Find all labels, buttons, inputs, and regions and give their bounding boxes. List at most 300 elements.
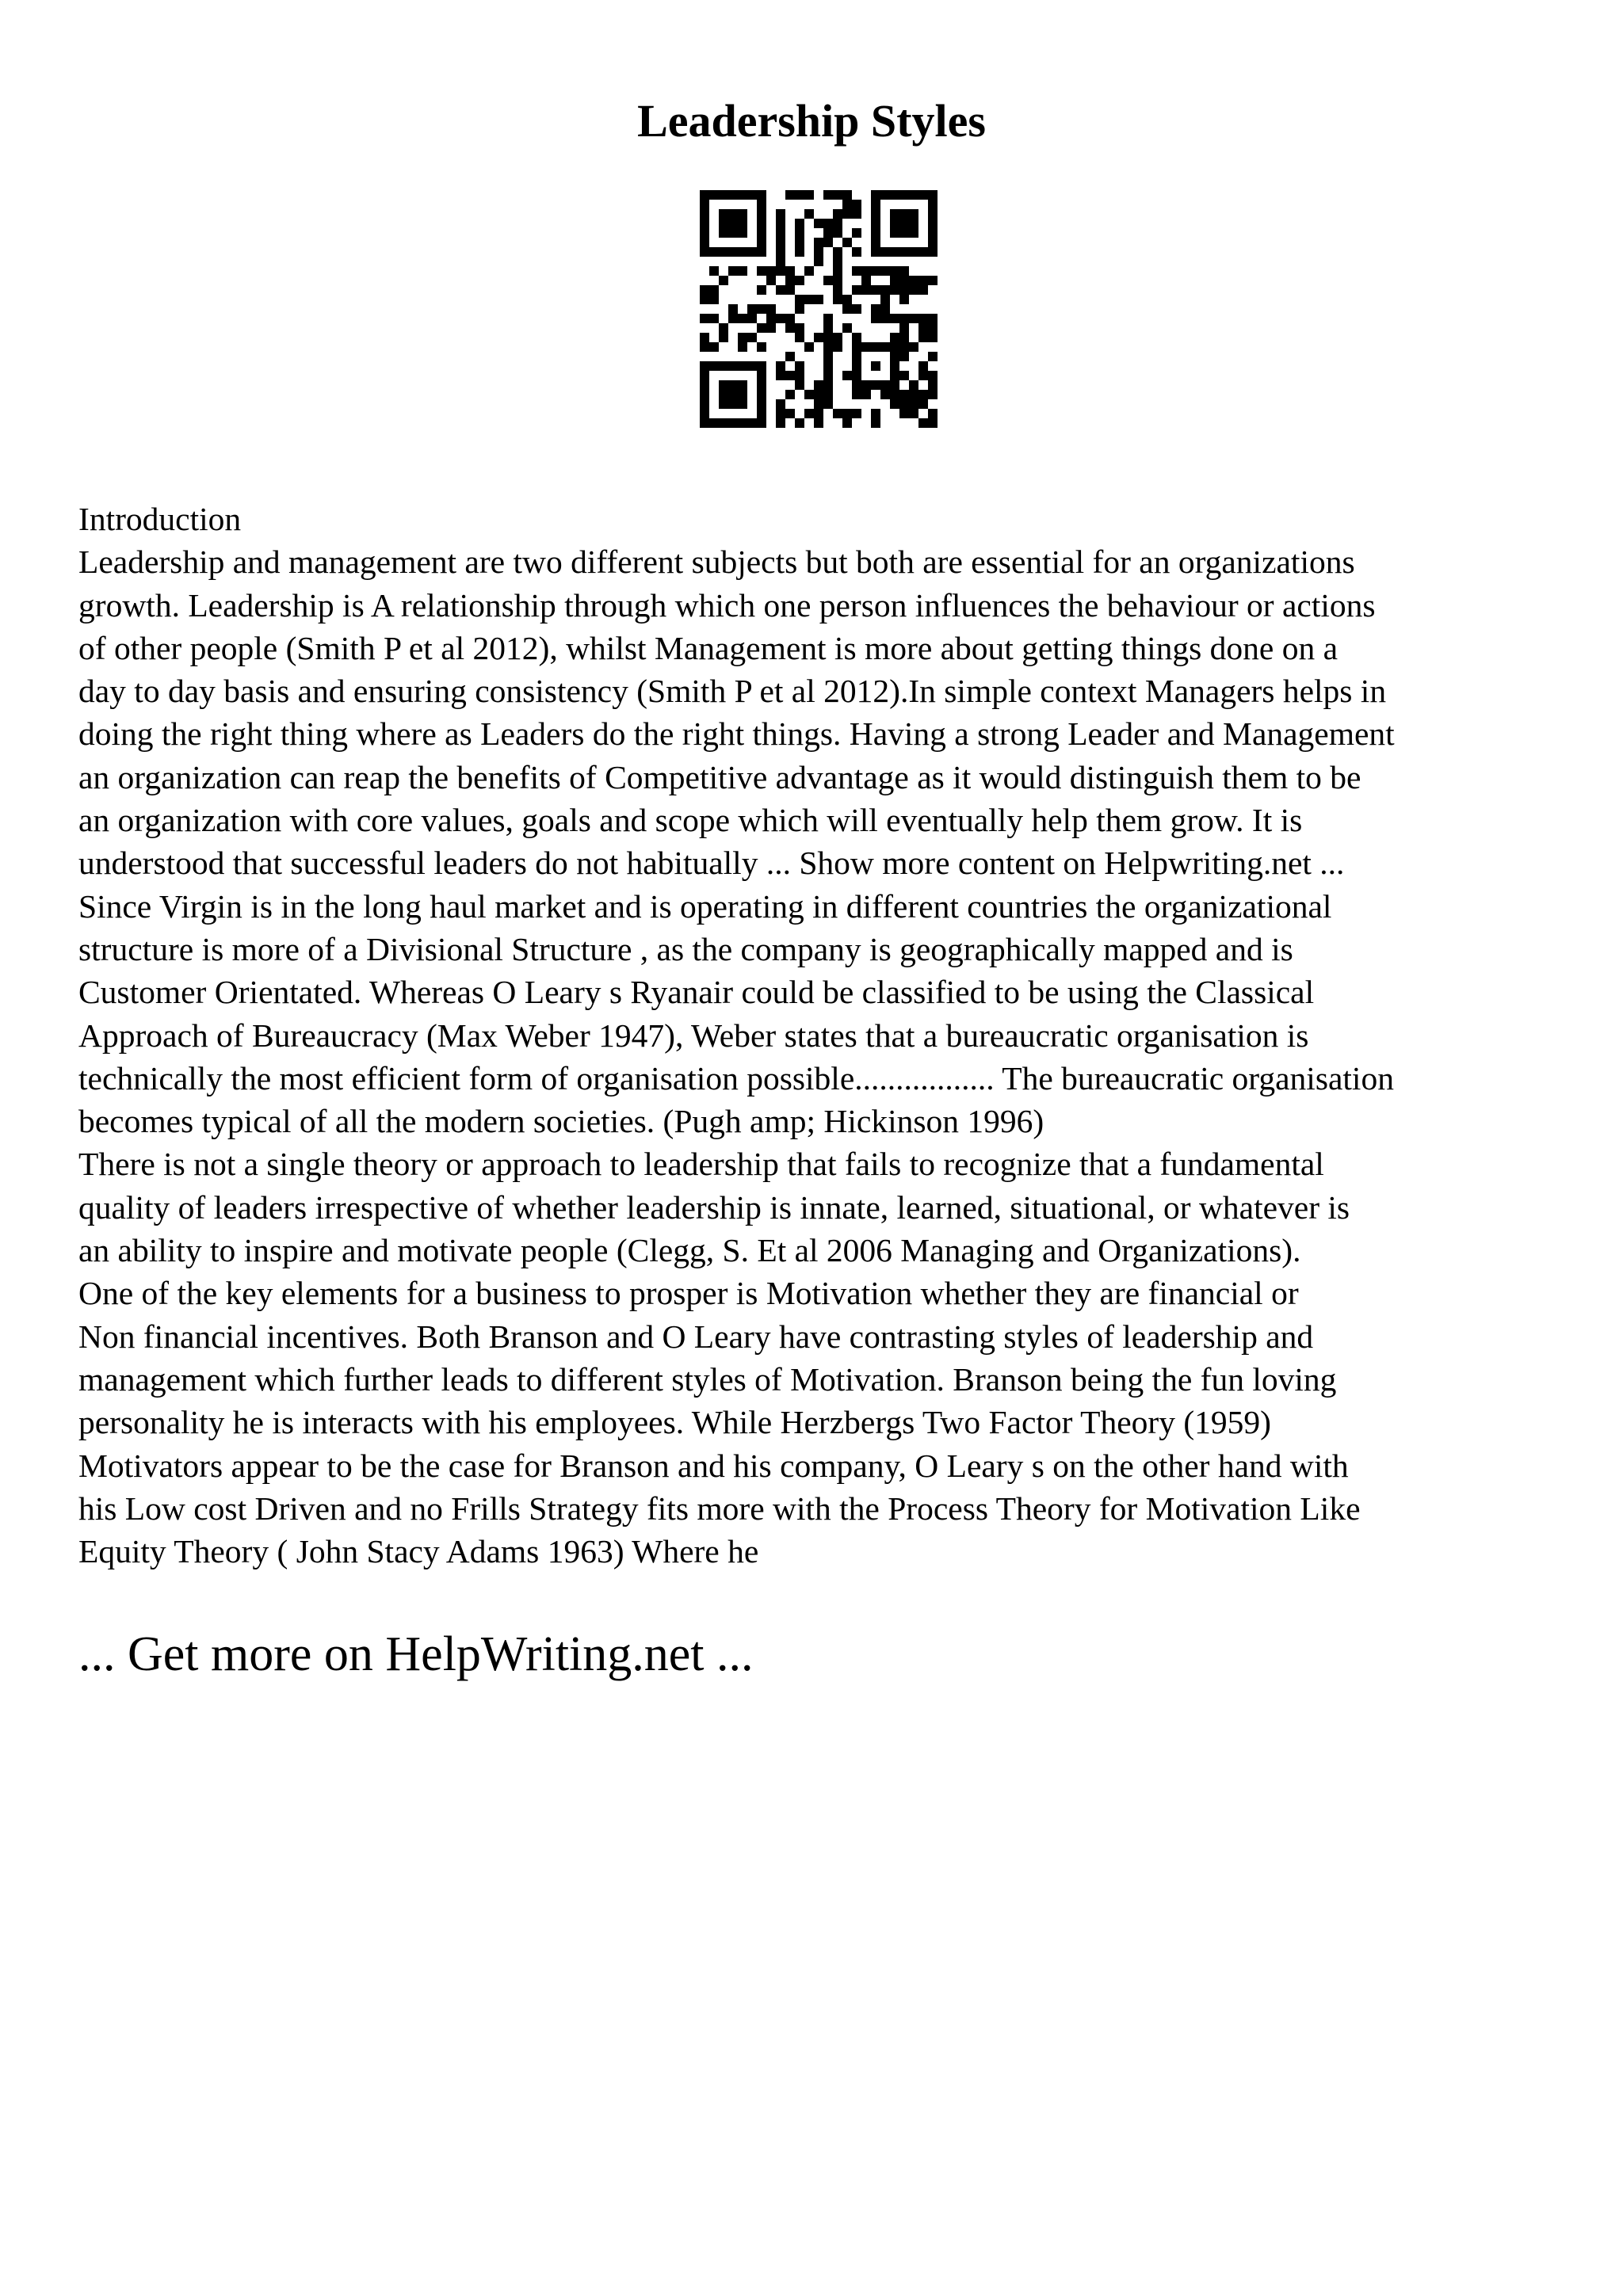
qr-module: [899, 352, 909, 361]
qr-module: [700, 190, 709, 200]
qr-module: [795, 190, 804, 200]
qr-module: [871, 200, 880, 209]
qr-module: [776, 219, 785, 228]
qr-module: [757, 371, 766, 380]
qr-module: [814, 247, 823, 257]
qr-module: [890, 371, 899, 380]
qr-module: [719, 380, 728, 390]
qr-module: [890, 399, 899, 409]
qr-module: [842, 304, 852, 314]
qr-module: [852, 371, 861, 380]
qr-module: [871, 342, 880, 352]
qr-module: [814, 257, 823, 266]
qr-module: [709, 285, 719, 295]
qr-module: [757, 209, 766, 219]
qr-module: [757, 228, 766, 238]
qr-module: [928, 409, 938, 418]
qr-module: [899, 190, 909, 200]
qr-module: [899, 323, 909, 333]
qr-module: [795, 418, 804, 428]
qr-module: [871, 314, 880, 323]
qr-module: [776, 209, 785, 219]
text-line: One of the key elements for a business to prosper is Motivation whether they are financial or: [78, 1275, 1299, 1312]
qr-module: [909, 399, 918, 409]
qr-module: [899, 371, 909, 380]
text-line: Approach of Bureaucracy (Max Weber 1947), Weber states that a bureaucratic organisation is: [78, 1016, 1309, 1054]
qr-module: [909, 342, 918, 352]
qr-module: [719, 228, 728, 238]
qr-module: [899, 209, 909, 219]
qr-module: [757, 304, 766, 314]
qr-module: [909, 209, 918, 219]
qr-module: [871, 361, 880, 371]
qr-module: [880, 390, 890, 399]
qr-module: [861, 276, 871, 285]
qr-module: [890, 219, 899, 228]
text-line: an organization can reap the benefits of Competitive advantage as it would distinguish them to be: [78, 758, 1361, 795]
qr-module: [795, 228, 804, 238]
qr-module: [738, 361, 747, 371]
qr-module: [728, 314, 738, 323]
qr-module: [928, 209, 938, 219]
qr-module: [804, 409, 814, 418]
qr-module: [785, 352, 795, 361]
qr-module: [728, 390, 738, 399]
qr-module: [871, 266, 880, 276]
qr-module: [700, 200, 709, 209]
qr-module: [757, 390, 766, 399]
qr-module: [928, 228, 938, 238]
qr-module: [785, 323, 795, 333]
qr-module: [928, 200, 938, 209]
text-line: doing the right thing where as Leaders do the right things. Having a strong Leader and Management: [78, 715, 1395, 753]
qr-module: [728, 228, 738, 238]
qr-module: [899, 219, 909, 228]
qr-module: [842, 418, 852, 428]
qr-module: [804, 209, 814, 219]
qr-module: [785, 390, 795, 399]
qr-module: [757, 361, 766, 371]
qr-module: [823, 219, 833, 228]
qr-module: [757, 342, 766, 352]
qr-module: [738, 228, 747, 238]
qr-module: [899, 333, 909, 342]
qr-module: [899, 342, 909, 352]
qr-module: [814, 390, 823, 399]
qr-module: [823, 371, 833, 380]
qr-module: [795, 238, 804, 247]
qr-module: [757, 399, 766, 409]
qr-module: [785, 285, 795, 295]
qr-module: [728, 361, 738, 371]
qr-module: [700, 390, 709, 399]
qr-module: [785, 276, 795, 285]
qr-module: [823, 352, 833, 361]
qr-module: [833, 219, 842, 228]
qr-module: [871, 409, 880, 418]
qr-module: [814, 333, 823, 342]
qr-module: [700, 219, 709, 228]
qr-module: [909, 228, 918, 238]
qr-module: [823, 228, 833, 238]
qr-module: [795, 304, 804, 314]
qr-module: [852, 333, 861, 342]
qr-module: [861, 390, 871, 399]
qr-module: [909, 380, 918, 390]
qr-module: [909, 219, 918, 228]
qr-module: [776, 361, 785, 371]
qr-module: [928, 371, 938, 380]
qr-module: [795, 295, 804, 304]
qr-module: [776, 409, 785, 418]
qr-module: [823, 333, 833, 342]
qr-module: [890, 380, 899, 390]
qr-module: [814, 418, 823, 428]
qr-module: [776, 257, 785, 266]
qr-module: [928, 276, 938, 285]
qr-module: [890, 333, 899, 342]
qr-module: [776, 418, 785, 428]
qr-module: [795, 371, 804, 380]
qr-code-graphic: [700, 190, 938, 428]
qr-module: [795, 219, 804, 228]
qr-module: [842, 323, 852, 333]
text-line: day to day basis and ensuring consistency (Smith P et al 2012).In simple context Managers helps in: [78, 673, 1387, 710]
qr-module: [890, 228, 899, 238]
qr-module: [728, 380, 738, 390]
qr-module: [700, 285, 709, 295]
qr-module: [880, 380, 890, 390]
qr-module: [871, 380, 880, 390]
qr-module: [833, 285, 842, 295]
qr-module: [909, 247, 918, 257]
qr-module: [871, 190, 880, 200]
qr-module: [890, 247, 899, 257]
qr-module: [766, 323, 776, 333]
qr-module: [795, 247, 804, 257]
qr-module: [890, 190, 899, 200]
qr-module: [719, 219, 728, 228]
qr-module: [709, 342, 719, 352]
qr-module: [918, 276, 928, 285]
qr-module: [747, 190, 757, 200]
qr-module: [757, 200, 766, 209]
text-line: There is not a single theory or approach to leadership that fails to recognize that a fundamental: [78, 1146, 1324, 1183]
qr-module: [747, 333, 757, 342]
text-line: an organization with core values, goals and scope which will eventually help them grow. It is: [78, 802, 1303, 839]
qr-module: [757, 323, 766, 333]
qr-module: [814, 380, 823, 390]
qr-module: [871, 304, 880, 314]
qr-module: [852, 342, 861, 352]
qr-module: [719, 209, 728, 219]
qr-module: [890, 390, 899, 399]
qr-module: [700, 238, 709, 247]
qr-module: [899, 228, 909, 238]
qr-module: [842, 190, 852, 200]
text-line: personality he is interacts with his employees. While Herzbergs Two Factor Theory (1959): [78, 1404, 1271, 1441]
qr-module: [928, 323, 938, 333]
qr-module: [890, 276, 899, 285]
qr-module: [709, 295, 719, 304]
qr-module: [700, 333, 709, 342]
qr-module: [833, 342, 842, 352]
qr-module: [700, 371, 709, 380]
qr-module: [890, 266, 899, 276]
qr-module: [728, 219, 738, 228]
qr-module: [728, 190, 738, 200]
qr-module: [766, 314, 776, 323]
qr-module: [842, 295, 852, 304]
qr-module: [899, 266, 909, 276]
qr-module: [728, 418, 738, 428]
text-line: Customer Orientated. Whereas O Leary s Ryanair could be classified to be using the Classical: [78, 974, 1315, 1011]
qr-module: [852, 200, 861, 209]
qr-module: [833, 333, 842, 342]
qr-module: [823, 238, 833, 247]
qr-module: [861, 285, 871, 295]
qr-module: [795, 361, 804, 371]
qr-module: [776, 285, 785, 295]
qr-module: [899, 295, 909, 304]
qr-module: [776, 371, 785, 380]
qr-module: [785, 190, 795, 200]
qr-module: [928, 418, 938, 428]
body-text: [78, 498, 1576, 1573]
qr-module: [852, 247, 861, 257]
qr-module: [719, 399, 728, 409]
text-line: technically the most efficient form of organisation possible................. The bureaucratic organisation: [78, 1059, 1394, 1097]
text-line: structure is more of a Divisional Structure , as the company is geographically mapped and is: [78, 930, 1293, 967]
qr-module: [785, 371, 795, 380]
text-line: Introduction: [78, 501, 242, 537]
qr-module: [700, 409, 709, 418]
qr-module: [918, 247, 928, 257]
qr-module: [823, 190, 833, 200]
qr-module: [823, 314, 833, 323]
qr-module: [928, 247, 938, 257]
qr-module: [785, 266, 795, 276]
qr-module: [833, 295, 842, 304]
qr-module: [890, 285, 899, 295]
qr-module: [918, 323, 928, 333]
text-line: understood that successful leaders do not habitually ... Show more content on Helpwriting.net ...: [78, 845, 1345, 882]
qr-module: [795, 276, 804, 285]
qr-module: [738, 342, 747, 352]
qr-module: [738, 418, 747, 428]
qr-module: [852, 304, 861, 314]
qr-module: [700, 361, 709, 371]
qr-module: [823, 390, 833, 399]
qr-module: [795, 380, 804, 390]
qr-module: [852, 209, 861, 219]
qr-module: [899, 314, 909, 323]
qr-module: [738, 209, 747, 219]
qr-module: [928, 314, 938, 323]
qr-module: [861, 266, 871, 276]
qr-module: [871, 219, 880, 228]
qr-module: [899, 399, 909, 409]
qr-module: [709, 266, 719, 276]
qr-module: [899, 276, 909, 285]
qr-module: [700, 342, 709, 352]
text-line: growth. Leadership is A relationship through which one person influences the behaviour or actions: [78, 586, 1376, 624]
qr-module: [738, 219, 747, 228]
qr-module: [880, 285, 890, 295]
qr-module: [700, 228, 709, 238]
qr-module: [909, 314, 918, 323]
qr-module: [909, 190, 918, 200]
qr-module: [804, 190, 814, 200]
qr-module: [890, 342, 899, 352]
qr-code-icon: [700, 190, 938, 428]
qr-module: [871, 228, 880, 238]
qr-module: [747, 361, 757, 371]
qr-module: [890, 352, 899, 361]
qr-module: [880, 314, 890, 323]
qr-module: [909, 276, 918, 285]
text-line: Leadership and management are two different subjects but both are essential for an organizations: [78, 543, 1355, 581]
qr-module: [757, 380, 766, 390]
qr-module: [918, 399, 928, 409]
text-line: quality of leaders irrespective of whether leadership is innate, learned, situational, or whatever is: [78, 1188, 1350, 1226]
qr-module: [757, 247, 766, 257]
qr-module: [871, 247, 880, 257]
qr-module: [804, 266, 814, 276]
qr-module: [890, 361, 899, 371]
qr-module: [918, 285, 928, 295]
qr-module: [814, 238, 823, 247]
qr-module: [804, 390, 814, 399]
qr-module: [880, 295, 890, 304]
qr-module: [709, 314, 719, 323]
qr-module: [918, 190, 928, 200]
qr-module: [747, 247, 757, 257]
qr-module: [842, 209, 852, 219]
get-more-link[interactable]: ... Get more on HelpWriting.net ...: [78, 1627, 754, 1681]
qr-module: [899, 247, 909, 257]
text-line: Equity Theory ( John Stacy Adams 1963) Where he: [78, 1533, 759, 1570]
qr-module: [719, 418, 728, 428]
qr-module: [766, 304, 776, 314]
qr-module: [890, 314, 899, 323]
qr-module: [795, 333, 804, 342]
qr-module: [709, 361, 719, 371]
qr-module: [747, 304, 757, 314]
qr-module: [852, 266, 861, 276]
qr-module: [842, 409, 852, 418]
qr-module: [700, 314, 709, 323]
qr-module: [719, 390, 728, 399]
qr-module: [700, 380, 709, 390]
qr-module: [814, 219, 823, 228]
text-line: of other people (Smith P et al 2012), whilst Management is more about getting things done on a: [78, 629, 1338, 666]
qr-module: [880, 342, 890, 352]
qr-module: [757, 219, 766, 228]
qr-module: [804, 342, 814, 352]
qr-module: [757, 418, 766, 428]
qr-module: [766, 266, 776, 276]
qr-module: [833, 190, 842, 200]
qr-module: [719, 276, 728, 285]
qr-module: [747, 418, 757, 428]
page-title: Leadership Styles: [637, 95, 986, 147]
qr-module: [785, 409, 795, 418]
text-line: becomes typical of all the modern societies. (Pugh amp; Hickinson 1996): [78, 1103, 1044, 1140]
qr-module: [719, 361, 728, 371]
text-line: an ability to inspire and motivate people (Clegg, S. Et al 2006 Managing and Organizations).: [78, 1232, 1301, 1269]
qr-module: [804, 295, 814, 304]
text-line: his Low cost Driven and no Frills Strategy fits more with the Process Theory for Motivation Like: [78, 1489, 1361, 1527]
qr-module: [852, 228, 861, 238]
qr-module: [833, 257, 842, 266]
qr-module: [833, 276, 842, 285]
qr-module: [823, 399, 833, 409]
qr-module: [700, 399, 709, 409]
qr-module: [738, 333, 747, 342]
qr-module: [823, 342, 833, 352]
qr-module: [880, 247, 890, 257]
qr-module: [776, 228, 785, 238]
qr-module: [709, 418, 719, 428]
qr-module: [852, 285, 861, 295]
qr-module: [852, 352, 861, 361]
qr-module: [719, 190, 728, 200]
qr-module: [871, 238, 880, 247]
qr-module: [928, 190, 938, 200]
qr-module: [776, 266, 785, 276]
qr-module: [928, 352, 938, 361]
qr-module: [823, 276, 833, 285]
qr-module: [928, 390, 938, 399]
qr-module: [833, 228, 842, 238]
qr-module: [880, 304, 890, 314]
qr-module: [871, 418, 880, 428]
qr-module: [719, 247, 728, 257]
qr-module: [852, 390, 861, 399]
qr-module: [928, 380, 938, 390]
qr-module: [928, 219, 938, 228]
qr-module: [738, 380, 747, 390]
qr-module: [909, 390, 918, 399]
qr-module: [899, 390, 909, 399]
qr-module: [918, 333, 928, 342]
qr-module: [747, 314, 757, 323]
qr-module: [757, 238, 766, 247]
qr-module: [918, 371, 928, 380]
qr-module: [823, 380, 833, 390]
qr-module: [776, 247, 785, 257]
qr-module: [738, 399, 747, 409]
qr-module: [918, 314, 928, 323]
qr-module: [728, 399, 738, 409]
qr-module: [776, 314, 785, 323]
qr-module: [823, 361, 833, 371]
qr-module: [928, 238, 938, 247]
qr-module: [776, 399, 785, 409]
text-line: Motivators appear to be the case for Branson and his company, O Leary s on the other hand with: [78, 1447, 1349, 1484]
qr-module: [728, 247, 738, 257]
qr-module: [861, 380, 871, 390]
qr-module: [928, 333, 938, 342]
qr-module: [700, 247, 709, 257]
qr-module: [890, 209, 899, 219]
qr-module: [757, 285, 766, 295]
qr-module: [918, 390, 928, 399]
qr-module: [852, 361, 861, 371]
qr-module: [709, 190, 719, 200]
qr-module: [880, 190, 890, 200]
